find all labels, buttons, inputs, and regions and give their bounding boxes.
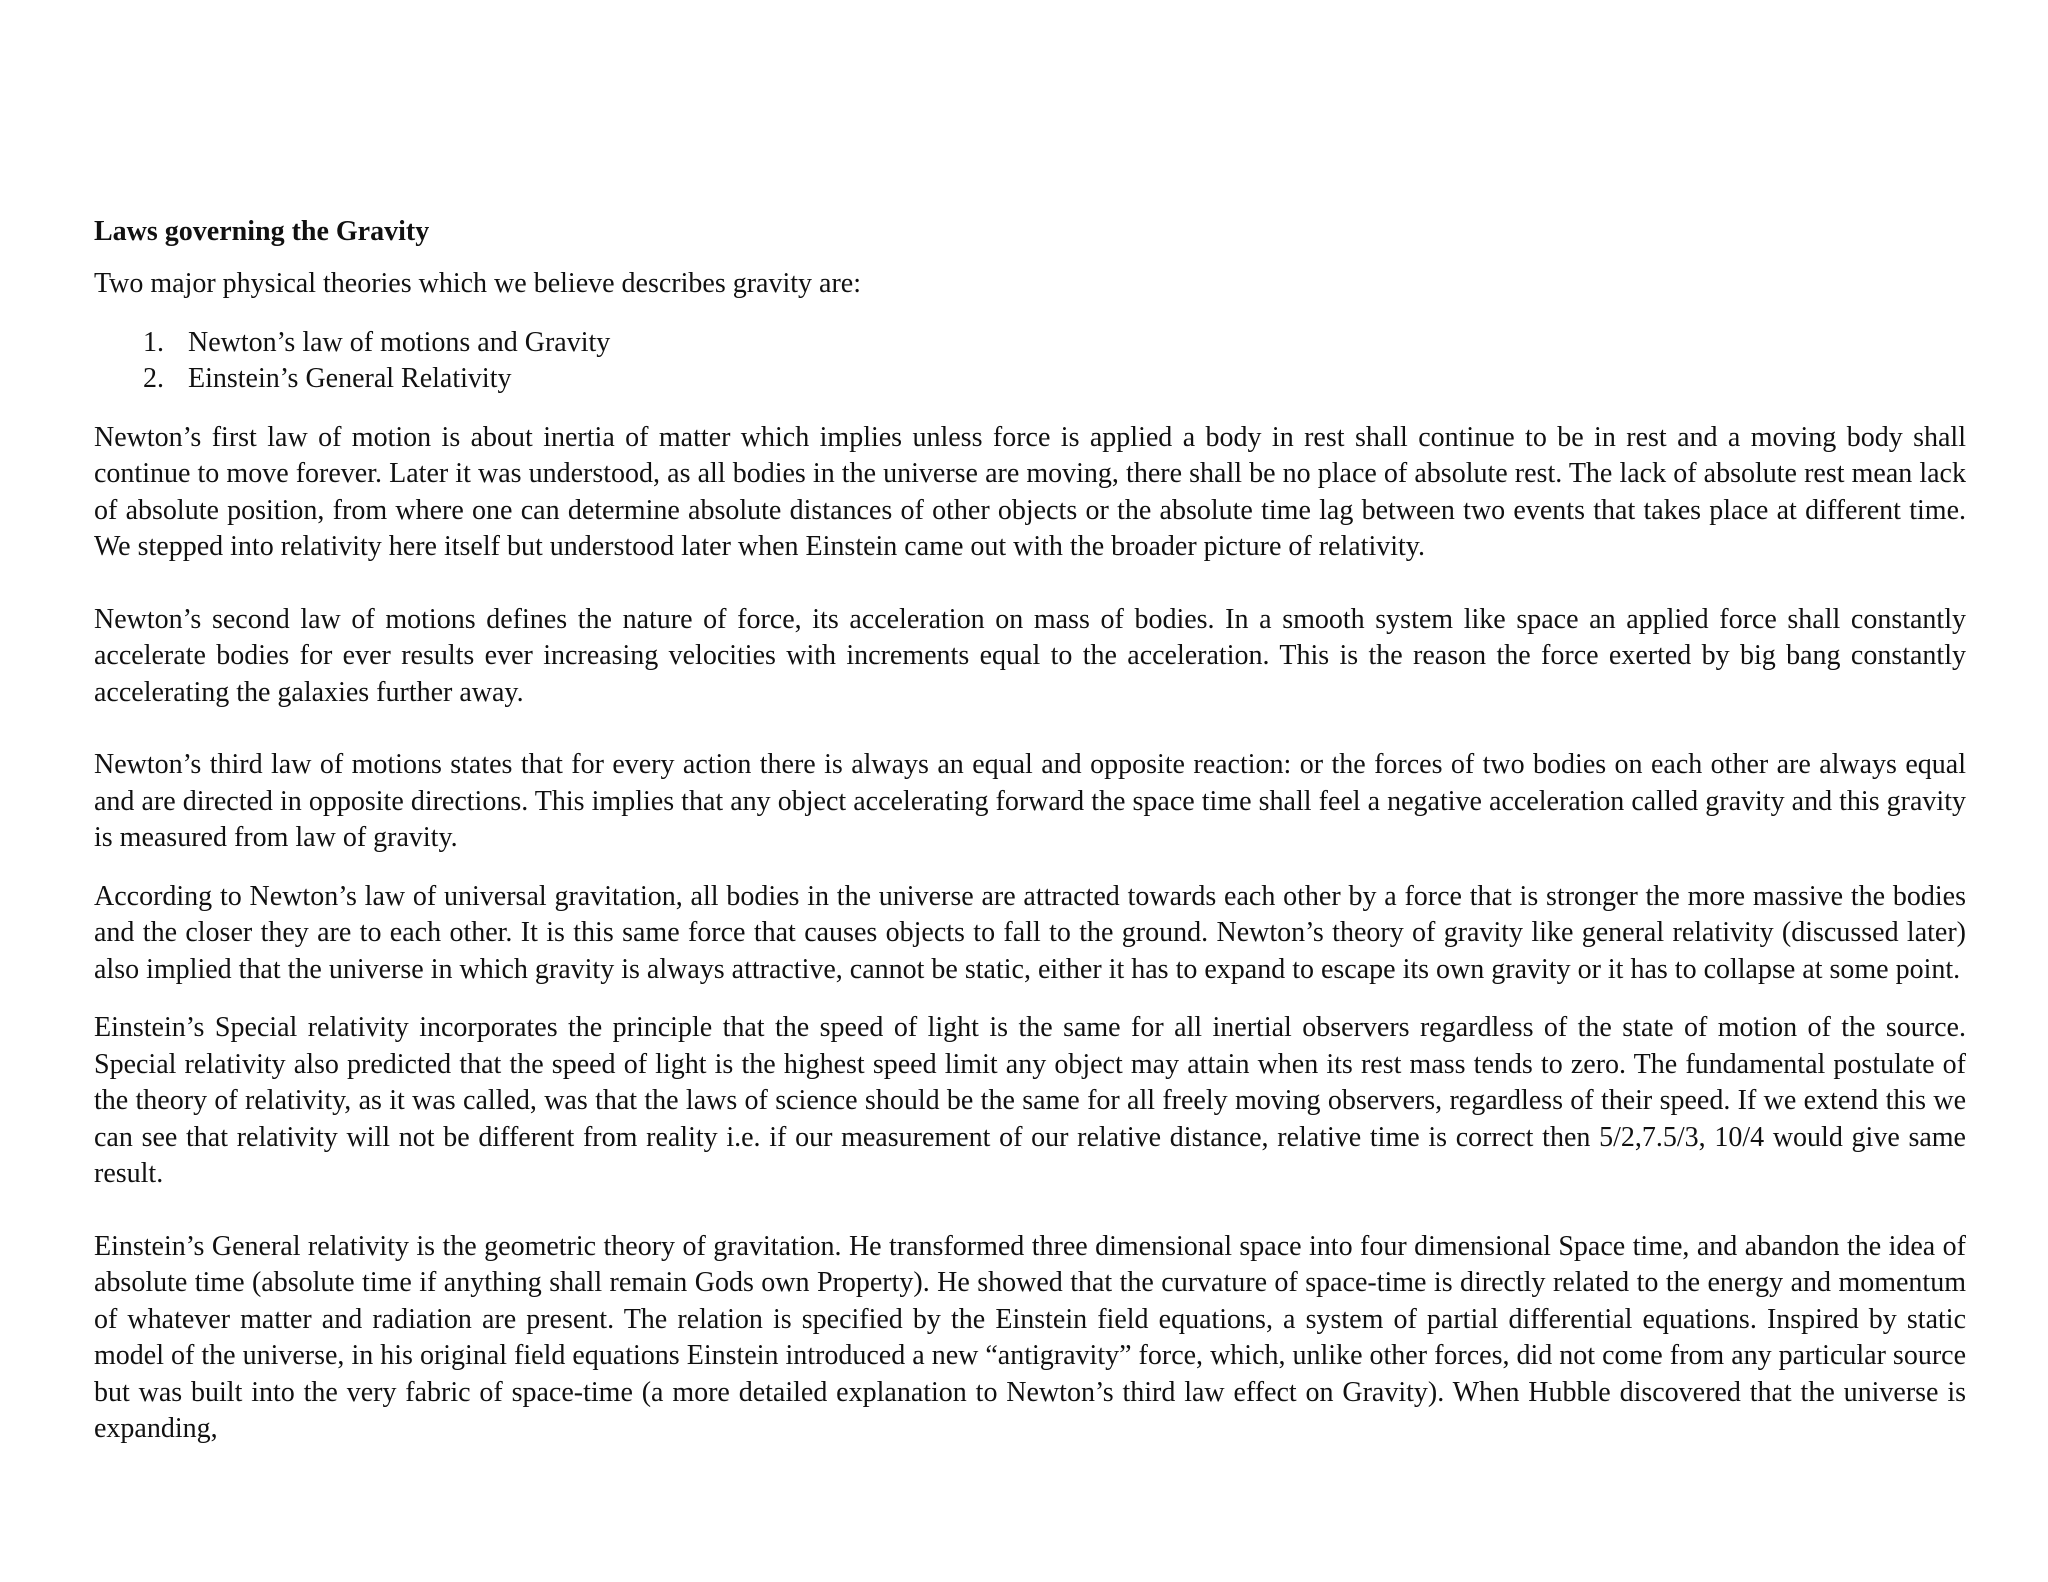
- list-item-number: 1.: [143, 326, 164, 358]
- paragraph-general-relativity: Einstein’s General relativity is the geometric theory of gravitation. He transformed three dimensional space into four dimensional Space time, and abandon the idea of absolute time (absolute time if anything shall remain Gods own Property). He showed that the curvature of space-time is directly related to the energy and momentum of whatever matter and radiation are present. The relation is specified by the Einstein field equations, a system of partial differential equations. Inspired by static model of the universe, in his original field equations Einstein introduced a new “antigravity” force, which, unlike other forces, did not come from any particular source but was built into the very fabric of space-time (a more detailed explanation to Newton’s third law effect on Gravity). When Hubble discovered that the universe is expanding,: [94, 1230, 1966, 1444]
- paragraph-universal-gravitation: According to Newton’s law of universal gravitation, all bodies in the universe are attracted towards each other by a force that is stronger the more massive the bodies and the closer they are to each other. It is this same force that causes objects to fall to the ground. Newton’s theory of gravity like general relativity (discussed later) also implied that the universe in which gravity is always attractive, cannot be static, either it has to expand to escape its own gravity or it has to collapse at some point.: [94, 880, 1966, 985]
- paragraph-newton-second-law: Newton’s second law of motions defines the nature of force, its acceleration on mass of bodies. In a smooth system like space an applied force shall constantly accelerate bodies for ever results ever increasing velocities with increments equal to the acceleration. This is the reason the force exerted by big bang constantly accelerating the galaxies further away.: [94, 603, 1966, 708]
- document-page: [94, 214, 1966, 1470]
- intro-paragraph: Two major physical theories which we believe describes gravity are:: [94, 268, 861, 299]
- list-item-text: Einstein’s General Relativity: [188, 363, 512, 394]
- theory-list: [94, 325, 1966, 398]
- paragraph-newton-third-law: Newton’s third law of motions states that for every action there is always an equal and opposite reaction: or the forces of two bodies on each other are always equal and are directed in opposite directions. This implies that any object accelerating forward the space time shall feel a negative acceleration called gravity and this gravity is measured from law of gravity.: [94, 749, 1966, 853]
- list-item-number: 2.: [143, 363, 164, 394]
- list-item: [94, 361, 1966, 398]
- list-item-text: Newton’s law of motions and Gravity: [188, 326, 611, 358]
- paragraph-special-relativity: Einstein’s Special relativity incorporates the principle that the speed of light is the same for all inertial observers regardless of the state of motion of the source. Special relativity also predicted that the speed of light is the highest speed limit any object may attain when its rest mass tends to zero. The fundamental postulate of the theory of relativity, as it was called, was that the laws of science should be the same for all freely moving observers, regardless of their speed. If we extend this we can see that relativity will not be different from reality i.e. if our measurement of our relative distance, relative time is correct then 5/2,7.5/3, 10/4 would give same result.: [94, 1012, 1966, 1189]
- list-item: [94, 325, 1966, 362]
- section-heading: Laws governing the Gravity: [94, 216, 430, 247]
- paragraph-newton-first-law: Newton’s first law of motion is about inertia of matter which implies unless force is applied a body in rest shall continue to be in rest and a moving body shall continue to move forever. Later it was understood, as all bodies in the universe are moving, there shall be no place of absolute rest. The lack of absolute rest mean lack of absolute position, from where one can determine absolute distances of other objects or the absolute time lag between two events that takes place at different time. We stepped into relativity here itself but understood later when Einstein came out with the broader picture of relativity.: [94, 421, 1966, 562]
